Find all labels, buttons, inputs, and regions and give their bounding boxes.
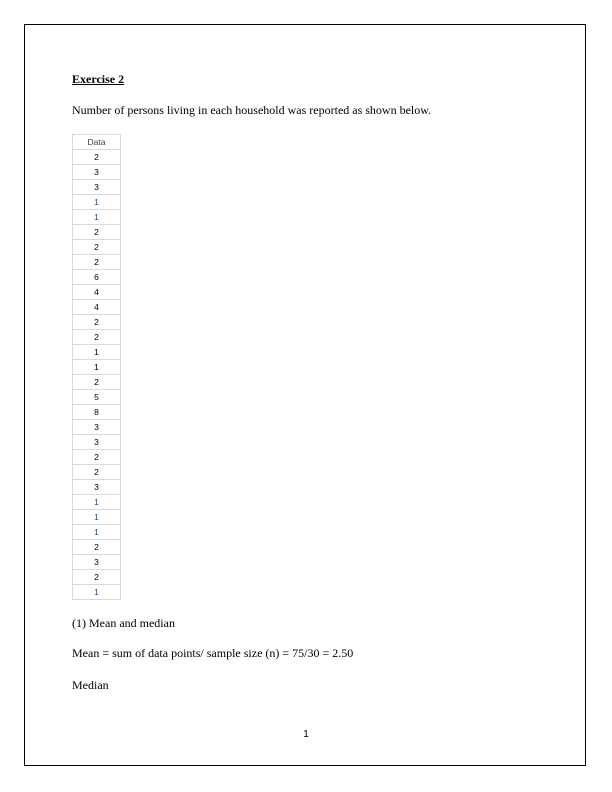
table-row <box>73 165 121 180</box>
table-cell-data: 2 <box>73 540 121 555</box>
table-row <box>73 180 121 195</box>
table-row <box>73 465 121 480</box>
table-row <box>73 480 121 495</box>
table-cell-data: 3 <box>73 180 121 195</box>
table-cell-data: 3 <box>73 480 121 495</box>
table-row <box>73 315 121 330</box>
table-cell-data: 2 <box>73 330 121 345</box>
table-row <box>73 525 121 540</box>
table-row <box>73 210 121 225</box>
table-row <box>73 270 121 285</box>
table-header-row <box>73 135 121 150</box>
table-cell-data: 2 <box>73 315 121 330</box>
median-label: Median <box>72 678 109 692</box>
table-row <box>73 345 121 360</box>
table-row <box>73 555 121 570</box>
table-cell-data: 4 <box>73 300 121 315</box>
table-cell-data: 2 <box>73 375 121 390</box>
table-row <box>73 360 121 375</box>
table-row <box>73 510 121 525</box>
table-cell-data: 2 <box>73 240 121 255</box>
table-cell-data: 6 <box>73 270 121 285</box>
table-row <box>73 225 121 240</box>
table-cell-data: 3 <box>73 435 121 450</box>
page-number: 1 <box>303 729 309 740</box>
table-row <box>73 240 121 255</box>
table-cell-data: 1 <box>73 195 121 210</box>
table-row <box>73 195 121 210</box>
table-cell-data: 1 <box>73 510 121 525</box>
table-cell-data: 1 <box>73 360 121 375</box>
table-row <box>73 450 121 465</box>
table-cell-data: 3 <box>73 420 121 435</box>
table-row <box>73 255 121 270</box>
table-row <box>73 300 121 315</box>
table-row <box>73 150 121 165</box>
table-cell-data: 2 <box>73 225 121 240</box>
table-row <box>73 570 121 585</box>
table-header-data: Data <box>73 135 121 150</box>
table-cell-data: 4 <box>73 285 121 300</box>
table-cell-data: 5 <box>73 390 121 405</box>
exercise-title: Exercise 2 <box>72 72 125 86</box>
intro-paragraph: Number of persons living in each household was reported as shown below. <box>72 103 432 117</box>
table-row <box>73 405 121 420</box>
table-body <box>73 150 121 600</box>
table-row <box>73 495 121 510</box>
table-row <box>73 420 121 435</box>
table-row <box>73 285 121 300</box>
table-row <box>73 330 121 345</box>
table-cell-data: 8 <box>73 405 121 420</box>
table-cell-data: 2 <box>73 450 121 465</box>
table-cell-data: 3 <box>73 165 121 180</box>
table-cell-data: 1 <box>73 210 121 225</box>
table-cell-data: 1 <box>73 525 121 540</box>
table-row <box>73 375 121 390</box>
table-cell-data: 3 <box>73 555 121 570</box>
section-heading: (1) Mean and median <box>72 616 175 630</box>
table-cell-data: 2 <box>73 570 121 585</box>
data-table <box>72 134 121 600</box>
mean-calculation: Mean = sum of data points/ sample size (n) = 75/30 = 2.50 <box>72 646 354 660</box>
table-row <box>73 435 121 450</box>
table-cell-data: 2 <box>73 150 121 165</box>
table-row <box>73 390 121 405</box>
table-cell-data: 1 <box>73 345 121 360</box>
table-row <box>73 585 121 600</box>
table-cell-data: 2 <box>73 255 121 270</box>
table-cell-data: 2 <box>73 465 121 480</box>
table-row <box>73 540 121 555</box>
table-cell-data: 1 <box>73 495 121 510</box>
table-cell-data: 1 <box>73 585 121 600</box>
